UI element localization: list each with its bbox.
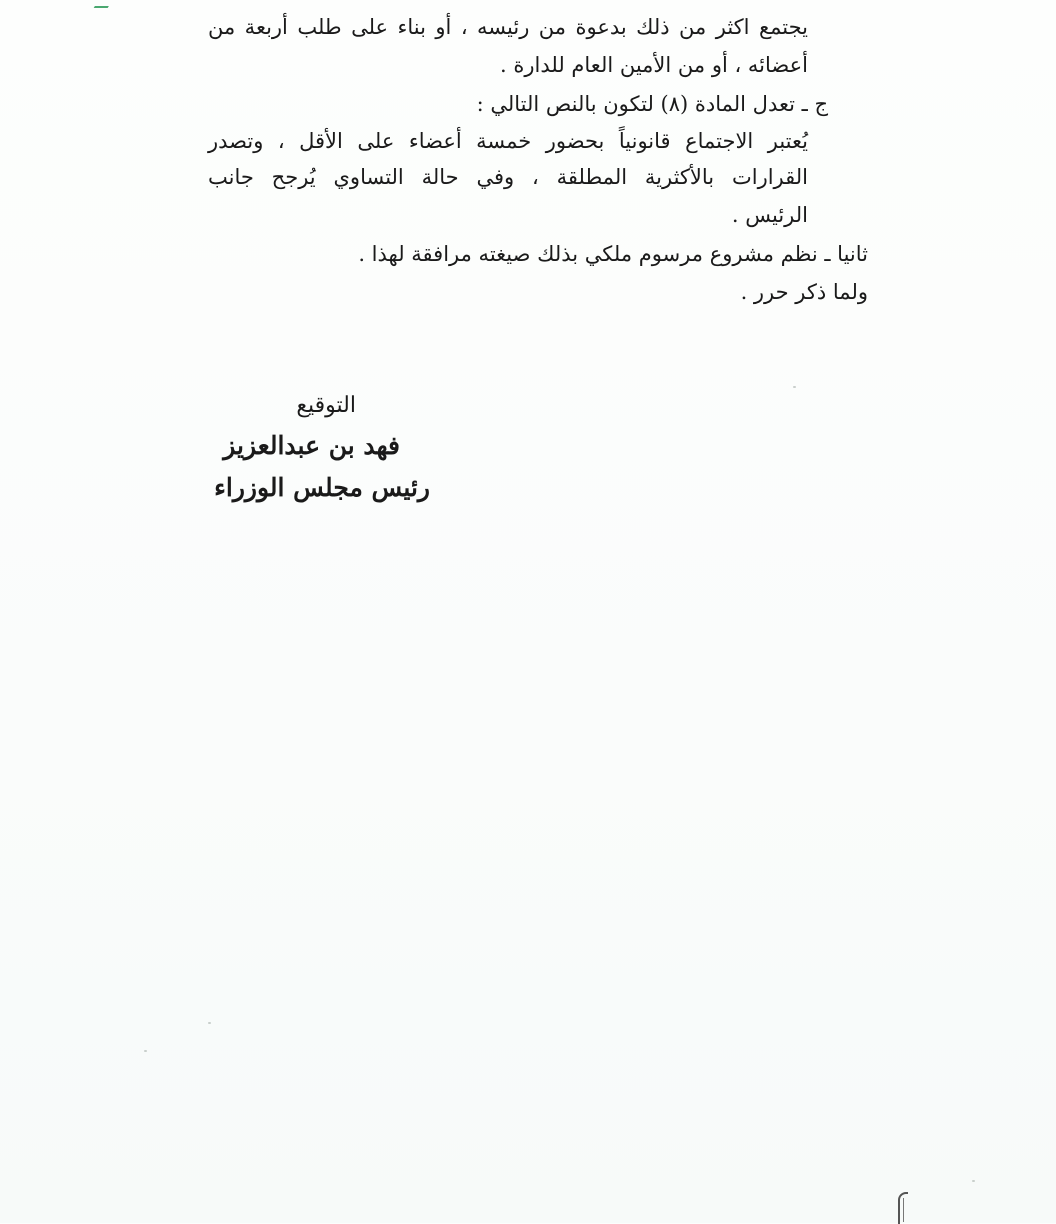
signatory-title: رئيس مجلس الوزراء	[214, 473, 430, 502]
signatory-name: فهد بن عبدالعزيز	[223, 431, 400, 460]
body-line-8: ولما ذكر حرر .	[740, 280, 868, 304]
scan-speck	[208, 1022, 211, 1024]
page-edge-mark	[898, 1192, 908, 1224]
body-line-7: ثانيا ـ نظم مشروع مرسوم ملكي بذلك صيغته مرافقة لهذا .	[358, 242, 868, 266]
body-line-6: الرئيس .	[731, 203, 808, 227]
body-line-4: يُعتبر الاجتماع قانونياً بحضور خمسة أعضاء على الأقل ، وتصدر	[208, 129, 808, 153]
signature-label: التوقيع	[296, 393, 356, 418]
body-line-1: يجتمع اكثر من ذلك بدعوة من رئيسه ، أو بناء على طلب أربعة من	[208, 15, 808, 39]
scan-speck	[972, 1180, 975, 1182]
corner-ink-mark	[94, 0, 113, 8]
scan-speck	[793, 386, 796, 388]
body-line-3: ج ـ تعدل المادة (٨) لتكون بالنص التالي :	[476, 92, 828, 116]
body-line-5: القرارات بالأكثرية المطلقة ، وفي حالة التساوي يُرجح جانب	[208, 165, 808, 189]
body-line-2: أعضائه ، أو من الأمين العام للدارة .	[500, 53, 808, 77]
scan-speck	[144, 1050, 147, 1052]
